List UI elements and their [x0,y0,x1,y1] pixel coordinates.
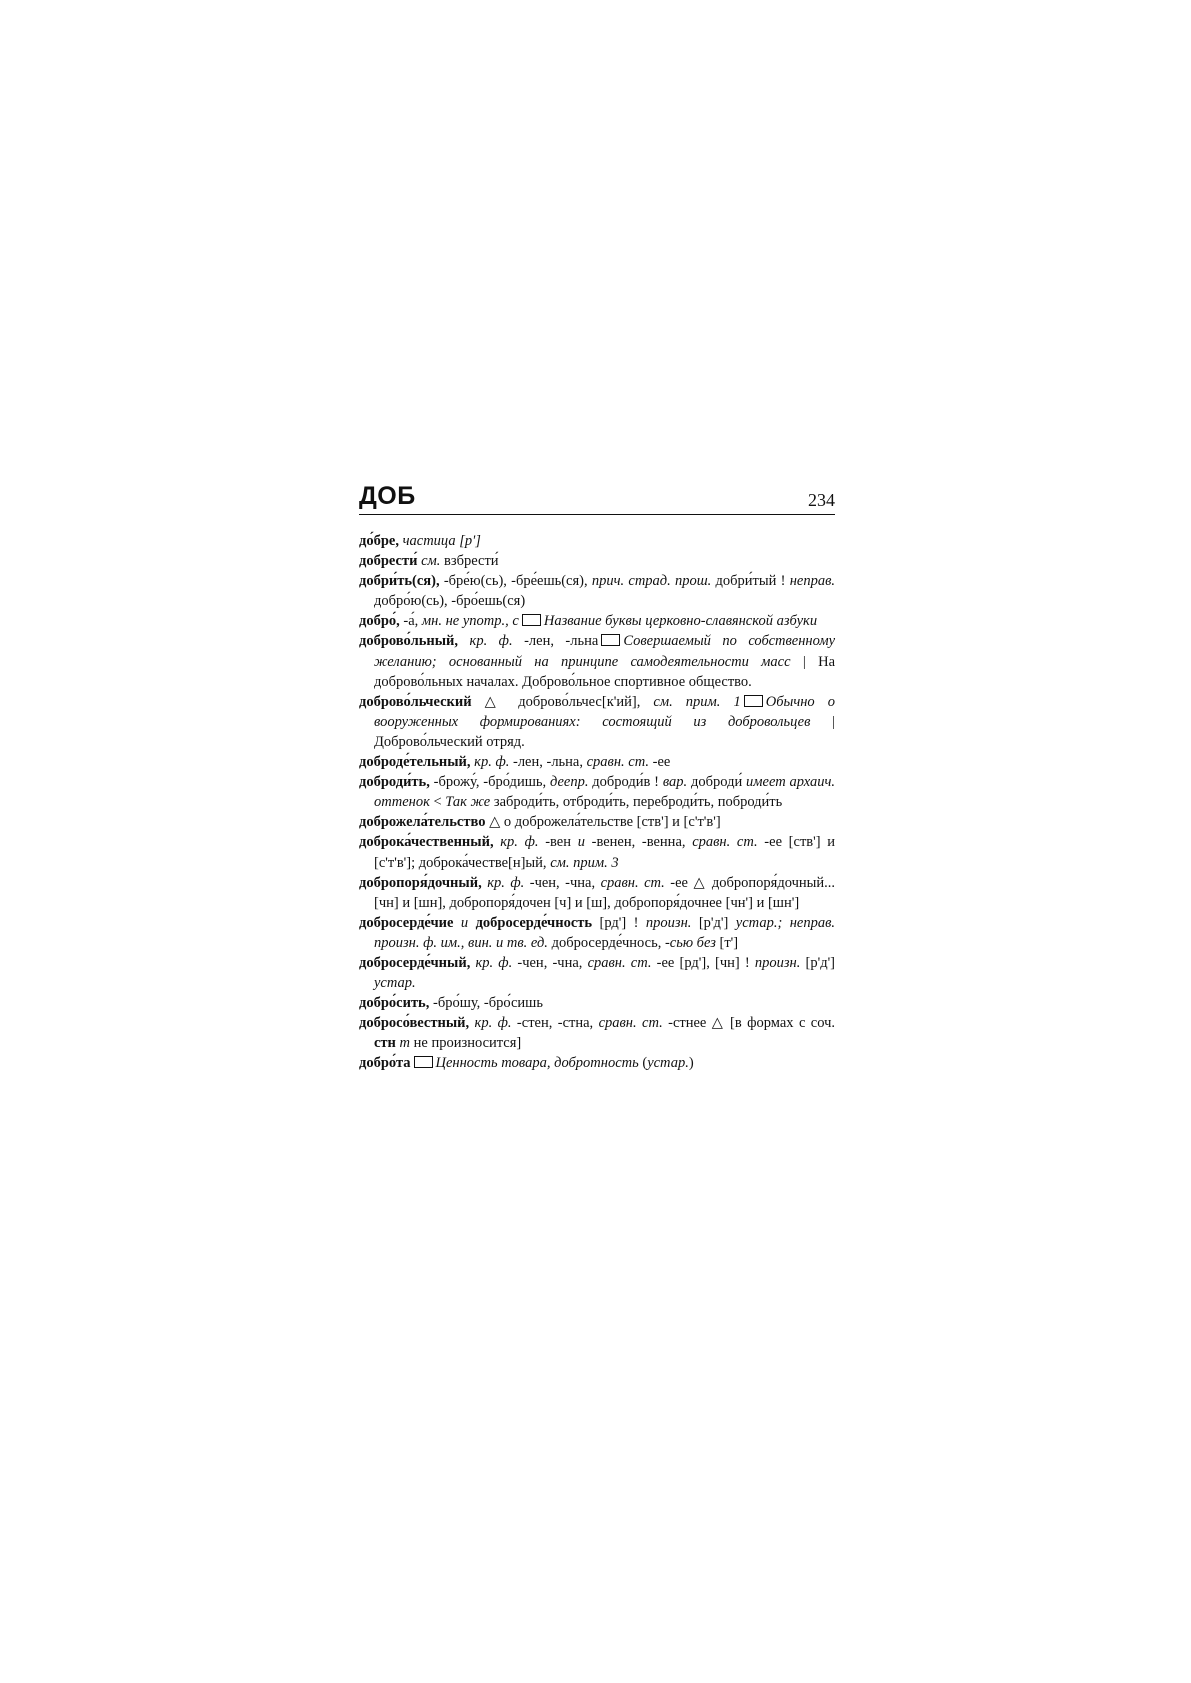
entry-text: -лен, -льна [512,633,599,650]
entry-text: добри́тый ! [711,573,790,590]
entry-text: -чен, -чна, [524,874,601,891]
italic-note: Так же [445,794,491,811]
italic-note: кр. ф. [487,874,525,891]
entry-text: -стен, -стна, [511,1015,599,1032]
entry-text: -а́, [399,613,422,630]
italic-note: Совершаемый по собственному желанию; основанный на принципе самодеятельности масс [374,633,836,670]
dictionary-entries [359,531,835,1074]
dictionary-entry [359,611,835,631]
definition-box-icon [601,634,620,646]
dictionary-entry [359,953,835,993]
dictionary-entry [359,873,835,913]
entry-text: -вен [538,834,578,851]
italic-note: сравн. ст. [587,954,652,971]
italic-note: сравн. ст. [692,834,758,851]
definition-box-icon [744,695,763,707]
italic-note: устар. [647,1055,689,1072]
entry-text: доброди́в ! [588,774,663,791]
entry-text: ) [688,1055,694,1072]
italic-note: произн. [645,914,692,931]
italic-note: мн. не употр., с [421,613,519,630]
entry-text: добросерде́чнось, [547,934,665,951]
headword: добросерде́чный, [359,954,471,971]
italic-note: кр. ф. [474,754,510,771]
dictionary-entry [359,913,835,953]
headword: добросерде́чие [359,914,454,931]
headword: стн [374,1035,396,1052]
entry-text: ( [638,1055,648,1072]
italic-note: Обычно о вооруженных формированиях: состоящий из добровольцев [374,693,835,730]
entry-text: -брожу́, -бро́дишь, [429,774,550,791]
dictionary-entry [359,812,835,832]
italic-note: кр. ф. [475,954,513,971]
italic-note: и [460,914,469,931]
definition-box-icon [414,1056,433,1068]
entry-text: -чен, -чна, [512,954,588,971]
entry-text: | Доброво́льческий отряд. [374,713,835,750]
headword: добро́, [359,613,400,630]
italic-note: прич. страд. прош. [591,573,712,590]
entry-text [453,915,460,931]
definition-box-icon [522,614,541,626]
dictionary-entry [359,993,835,1013]
italic-note: произн. [754,954,801,971]
entry-text: взбрести́ [440,553,499,570]
italic-note: см. прим. 3 [550,854,619,871]
italic-note: кр. ф. [500,834,539,851]
entry-text: -ее [649,754,671,771]
headword: добрести́ [359,553,418,570]
entry-text: -бре́ю(сь), -бре́ешь(ся), [439,573,592,590]
entry-text: -бро́шу, -бро́сишь [429,995,543,1012]
headword: доброво́льный, [359,633,459,650]
italic-note: Название буквы церковно-славянской азбуки [543,613,818,630]
entry-text: доброди́ [687,774,747,791]
italic-note: и [577,834,585,851]
italic-note: кр. ф. [474,1015,512,1032]
dictionary-entry [359,692,835,752]
italic-note: -сью без [664,934,716,951]
entry-text: заброди́ть, отброди́ть, переброди́ть, поброди́ть [490,794,783,811]
headword: добро́сить, [359,995,430,1012]
dictionary-entry [359,772,835,812]
entry-text: [рд'] ! [592,914,646,931]
headword: доброжела́тельство [359,814,486,831]
entry-text [468,915,475,931]
italic-note: имеет архаич. оттенок [374,774,836,811]
running-head: ДОБ [359,482,416,510]
italic-note: сравн. ст. [586,754,650,771]
entry-text: -стнее △ [в формах с соч. [662,1015,836,1032]
dictionary-entry [359,631,835,691]
italic-note: устар. [374,975,416,992]
italic-note: вар. [662,774,688,791]
entry-text: добро́ю(сь), -бро́ешь(ся) [374,593,526,610]
entry-text: [т'] [715,934,739,951]
entry-text: [р'д'] [800,954,836,971]
entry-text: [р'д'] [691,914,736,931]
headword: до́бре, [359,533,399,549]
italic-note: сравн. ст. [600,874,665,891]
entry-text: | На доброво́льных началах. Доброво́льное спортивное общество. [374,653,836,690]
entry-text: < [429,794,446,811]
dictionary-page [359,482,835,1074]
entry-text [458,633,469,649]
page-number: 234 [808,490,835,510]
italic-note: т [399,1035,411,1052]
headword: добро́та [359,1055,411,1072]
dictionary-entry [359,832,835,872]
entry-text: △ о доброжела́тельстве [ств'] и [с'т'в'] [485,814,721,831]
italic-note: кр. ф. [469,633,513,650]
entry-text: -лен, -льна, [509,754,587,771]
dictionary-entry [359,1053,835,1073]
entry-text: △ доброво́льчес[к'ий], [471,693,654,710]
dictionary-entry [359,1013,835,1053]
italic-note: частица [р'] [402,533,481,549]
dictionary-entry [359,571,835,611]
dictionary-entry [359,531,835,551]
entry-text: -венен, -венна, [584,834,693,851]
entry-text: не произносится] [410,1035,522,1052]
headword: доброди́ть, [359,774,430,791]
italic-note: см. прим. 1 [653,693,741,710]
italic-note: устар.; неправ. произн. ф. им., вин. и тв. ед. [374,914,836,951]
headword: добросо́вестный, [359,1015,470,1032]
page-header [359,482,835,515]
italic-note: сравн. ст. [598,1015,663,1032]
italic-note: деепр. [549,774,589,791]
dictionary-entry [359,551,835,571]
headword: добри́ть(ся), [359,573,440,590]
italic-note: Ценность товара, добротность [435,1055,639,1072]
headword: доброка́чественный, [359,834,494,851]
entry-text: -ее [рд'], [чн] ! [651,954,755,971]
headword: добропоря́дочный, [359,874,482,891]
entry-text: -ее △ добропоря́дочный... [чн] и [шн], добропоря́дочен [ч] и [ш], добропоря́дочнее [чн'] и [шн'] [374,874,836,911]
italic-note: см. [421,553,441,570]
italic-note: неправ. [789,573,835,590]
dictionary-entry [359,752,835,772]
headword: добросерде́чность [475,914,593,931]
headword: доброде́тельный, [359,754,471,771]
entry-text: -ее [ств'] и [с'т'в']; доброка́честве[н]ый, [374,834,836,871]
headword: доброво́льческий [359,693,472,710]
